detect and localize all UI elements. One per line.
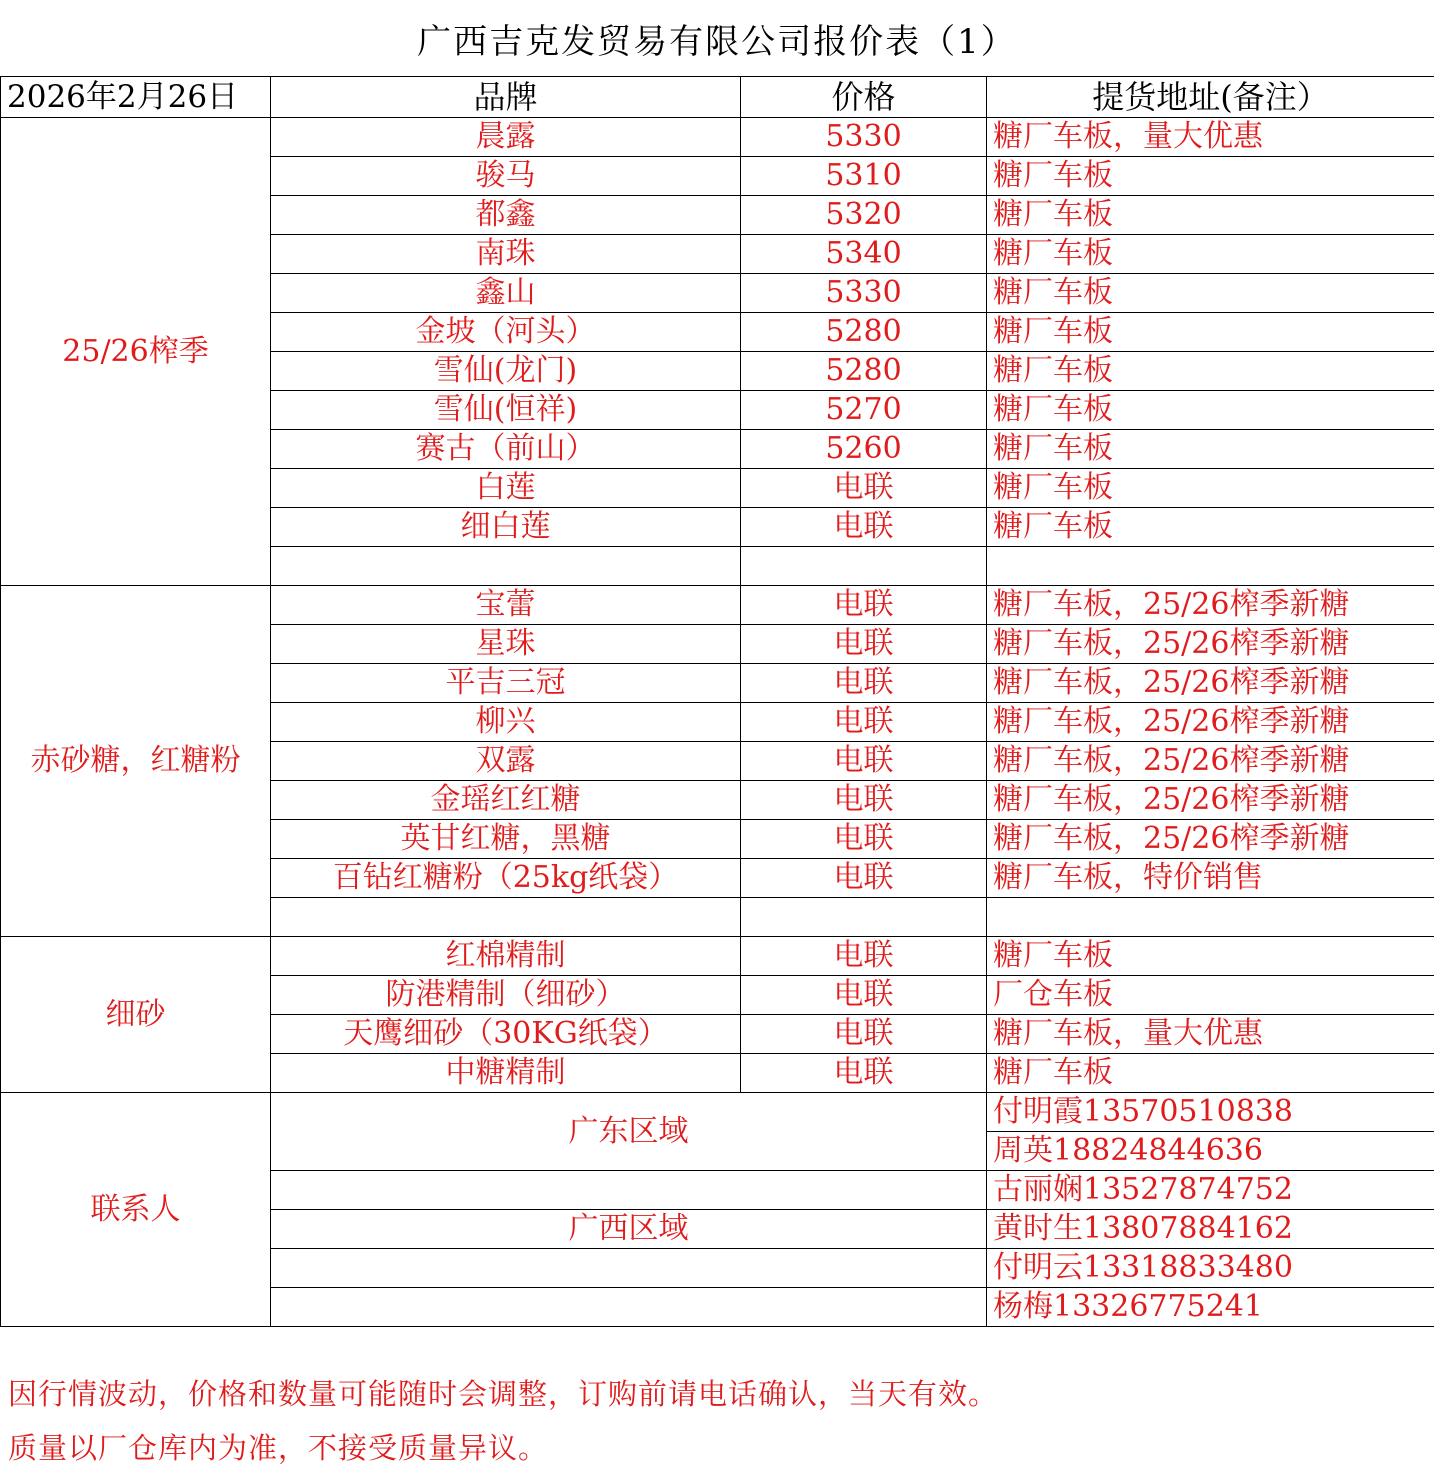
note-cell: 糖厂车板，25/26榨季新糖	[987, 820, 1434, 859]
footer-note-2: 质量以厂仓库内为准，不接受质量异议。	[8, 1431, 549, 1465]
note-cell: 糖厂车板	[987, 196, 1434, 235]
price-cell: 电联	[741, 859, 987, 898]
brand-cell: 鑫山	[271, 274, 741, 313]
region-guangdong: 广东区域	[271, 1093, 987, 1171]
group-contacts: 联系人	[1, 1093, 271, 1327]
note-cell: 糖厂车板	[987, 391, 1434, 430]
note-cell: 糖厂车板，25/26榨季新糖	[987, 586, 1434, 625]
empty-cell	[271, 1249, 987, 1288]
empty-cell	[271, 1288, 987, 1327]
price-cell: 5280	[741, 352, 987, 391]
brand-cell: 雪仙(恒祥)	[271, 391, 741, 430]
header-price: 价格	[741, 77, 987, 118]
brand-cell: 白莲	[271, 469, 741, 508]
group-fine-sugar: 细砂	[1, 937, 271, 1093]
empty-cell	[987, 898, 1434, 937]
note-cell: 糖厂车板，25/26榨季新糖	[987, 664, 1434, 703]
contact-person: 付明霞13570510838	[987, 1093, 1434, 1132]
price-cell: 5270	[741, 391, 987, 430]
brand-cell: 天鹰细砂（30KG纸袋）	[271, 1015, 741, 1054]
note-cell: 糖厂车板，量大优惠	[987, 118, 1434, 157]
brand-cell: 中糖精制	[271, 1054, 741, 1093]
price-cell: 5330	[741, 118, 987, 157]
footer-note-1: 因行情波动，价格和数量可能随时会调整，订购前请电话确认，当天有效。	[8, 1377, 999, 1411]
empty-cell	[271, 547, 741, 586]
note-cell: 糖厂车板	[987, 274, 1434, 313]
empty-cell	[741, 898, 987, 937]
sheet-title: 广西吉克发贸易有限公司报价表（1）	[417, 21, 1017, 62]
brand-cell: 骏马	[271, 157, 741, 196]
region-guangxi: 广西区域	[271, 1210, 987, 1249]
price-cell: 5280	[741, 313, 987, 352]
brand-cell: 英甘红糖，黑糖	[271, 820, 741, 859]
brand-cell: 百钻红糖粉（25kg纸袋）	[271, 859, 741, 898]
empty-cell	[271, 1171, 987, 1210]
table-row	[1, 937, 1434, 976]
brand-cell: 防港精制（细砂）	[271, 976, 741, 1015]
price-cell: 5310	[741, 157, 987, 196]
group-brown-sugar: 赤砂糖，红糖粉	[1, 586, 271, 937]
contact-row	[1, 1093, 1434, 1132]
table-header-row	[1, 77, 1434, 118]
note-cell: 糖厂车板，量大优惠	[987, 1015, 1434, 1054]
brand-cell: 赛古（前山）	[271, 430, 741, 469]
note-cell: 糖厂车板	[987, 430, 1434, 469]
header-note: 提货地址(备注）	[987, 77, 1434, 118]
price-cell: 5340	[741, 235, 987, 274]
brand-cell: 柳兴	[271, 703, 741, 742]
brand-cell: 雪仙(龙门)	[271, 352, 741, 391]
brand-cell: 宝蕾	[271, 586, 741, 625]
note-cell: 糖厂车板	[987, 1054, 1434, 1093]
brand-cell: 南珠	[271, 235, 741, 274]
brand-cell: 平吉三冠	[271, 664, 741, 703]
brand-cell: 金瑶红红糖	[271, 781, 741, 820]
contact-person: 黄时生13807884162	[987, 1210, 1434, 1249]
price-cell: 电联	[741, 742, 987, 781]
note-cell: 糖厂车板，25/26榨季新糖	[987, 625, 1434, 664]
brand-cell: 细白莲	[271, 508, 741, 547]
price-cell: 电联	[741, 937, 987, 976]
price-cell: 5330	[741, 274, 987, 313]
price-cell: 电联	[741, 781, 987, 820]
price-cell: 5260	[741, 430, 987, 469]
price-cell: 电联	[741, 664, 987, 703]
brand-cell: 红棉精制	[271, 937, 741, 976]
group-season: 25/26榨季	[1, 118, 271, 586]
note-cell: 糖厂车板	[987, 352, 1434, 391]
empty-cell	[271, 898, 741, 937]
price-cell: 电联	[741, 703, 987, 742]
note-cell: 厂仓车板	[987, 976, 1434, 1015]
note-cell: 糖厂车板，25/26榨季新糖	[987, 703, 1434, 742]
note-cell: 糖厂车板	[987, 313, 1434, 352]
table-row	[1, 118, 1434, 157]
note-cell: 糖厂车板，25/26榨季新糖	[987, 742, 1434, 781]
price-cell: 电联	[741, 820, 987, 859]
note-cell: 糖厂车板	[987, 937, 1434, 976]
brand-cell: 双露	[271, 742, 741, 781]
price-cell: 电联	[741, 469, 987, 508]
contact-person: 古丽娴13527874752	[987, 1171, 1434, 1210]
price-cell: 5320	[741, 196, 987, 235]
note-cell: 糖厂车板，25/26榨季新糖	[987, 781, 1434, 820]
price-table	[0, 76, 1434, 1327]
note-cell: 糖厂车板	[987, 469, 1434, 508]
brand-cell: 星珠	[271, 625, 741, 664]
contact-person: 付明云13318833480	[987, 1249, 1434, 1288]
price-cell: 电联	[741, 1015, 987, 1054]
header-date: 2026年2月26日	[1, 77, 271, 118]
brand-cell: 金坡（河头）	[271, 313, 741, 352]
note-cell: 糖厂车板，特价销售	[987, 859, 1434, 898]
brand-cell: 晨露	[271, 118, 741, 157]
header-brand: 品牌	[271, 77, 741, 118]
note-cell: 糖厂车板	[987, 508, 1434, 547]
empty-cell	[987, 547, 1434, 586]
table-row	[1, 586, 1434, 625]
note-cell: 糖厂车板	[987, 235, 1434, 274]
note-cell: 糖厂车板	[987, 157, 1434, 196]
contact-person: 杨梅13326775241	[987, 1288, 1434, 1327]
price-cell: 电联	[741, 508, 987, 547]
price-cell: 电联	[741, 625, 987, 664]
empty-cell	[741, 547, 987, 586]
brand-cell: 都鑫	[271, 196, 741, 235]
contact-person: 周英18824844636	[987, 1132, 1434, 1171]
price-cell: 电联	[741, 586, 987, 625]
price-cell: 电联	[741, 1054, 987, 1093]
price-cell: 电联	[741, 976, 987, 1015]
